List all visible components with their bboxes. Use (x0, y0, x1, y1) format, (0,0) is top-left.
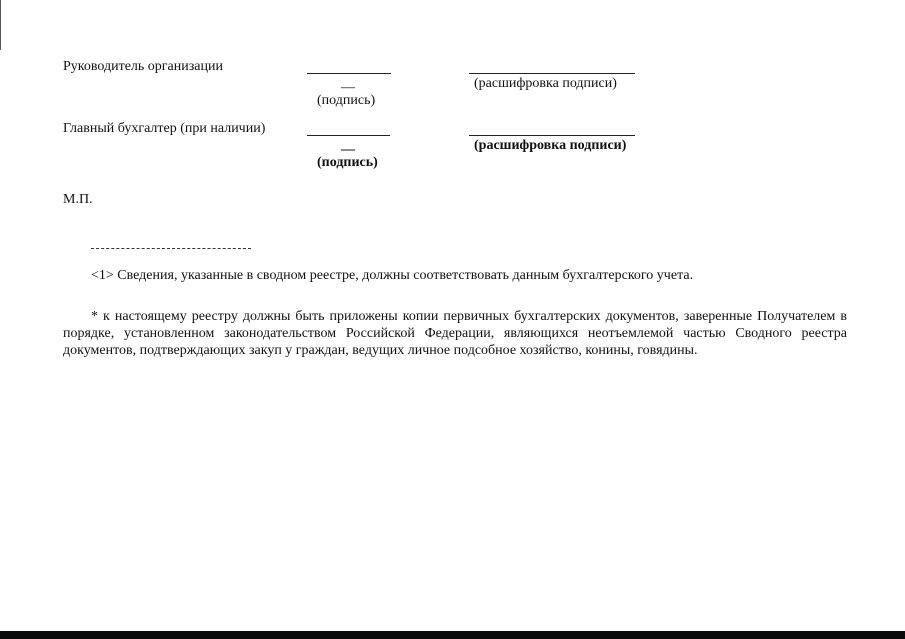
stamp-place-label: М.П. (63, 192, 93, 207)
head-signature-line (307, 73, 391, 74)
head-decode-caption: (расшифровка подписи) (474, 76, 617, 91)
head-decode-line (469, 73, 635, 74)
accountant-signature-caption: (подпись) (317, 155, 378, 170)
accountant-signature-line (307, 135, 390, 136)
chief-accountant-label: Главный бухгалтер (при наличии) (63, 121, 266, 136)
footnote-star: * к настоящему реестру должны быть приложены копии первичных бухгалтерских документов, заверенные Получателем в порядке, установленном законодательством Российской Федерации, являющихся неотъемлемой частью Сводного реестра документов, подтверждающих закуп у граждан, ведущих личное подсобное хозяйство, конины, говядины. (63, 309, 847, 358)
head-of-organization-label: Руководитель организации (63, 59, 223, 74)
accountant-signature-dash: — (341, 142, 355, 157)
footnote-separator (91, 248, 251, 249)
head-signature-caption: (подпись) (317, 93, 376, 108)
head-signature-dash: — (341, 80, 355, 95)
scan-left-edge (0, 0, 1, 50)
footnote-1: <1> Сведения, указанные в сводном реестре, должны соответствовать данным бухгалтерского учета. (91, 268, 694, 283)
accountant-decode-caption: (расшифровка подписи) (474, 138, 627, 153)
accountant-decode-line (469, 135, 635, 136)
scan-bottom-edge (0, 631, 905, 639)
